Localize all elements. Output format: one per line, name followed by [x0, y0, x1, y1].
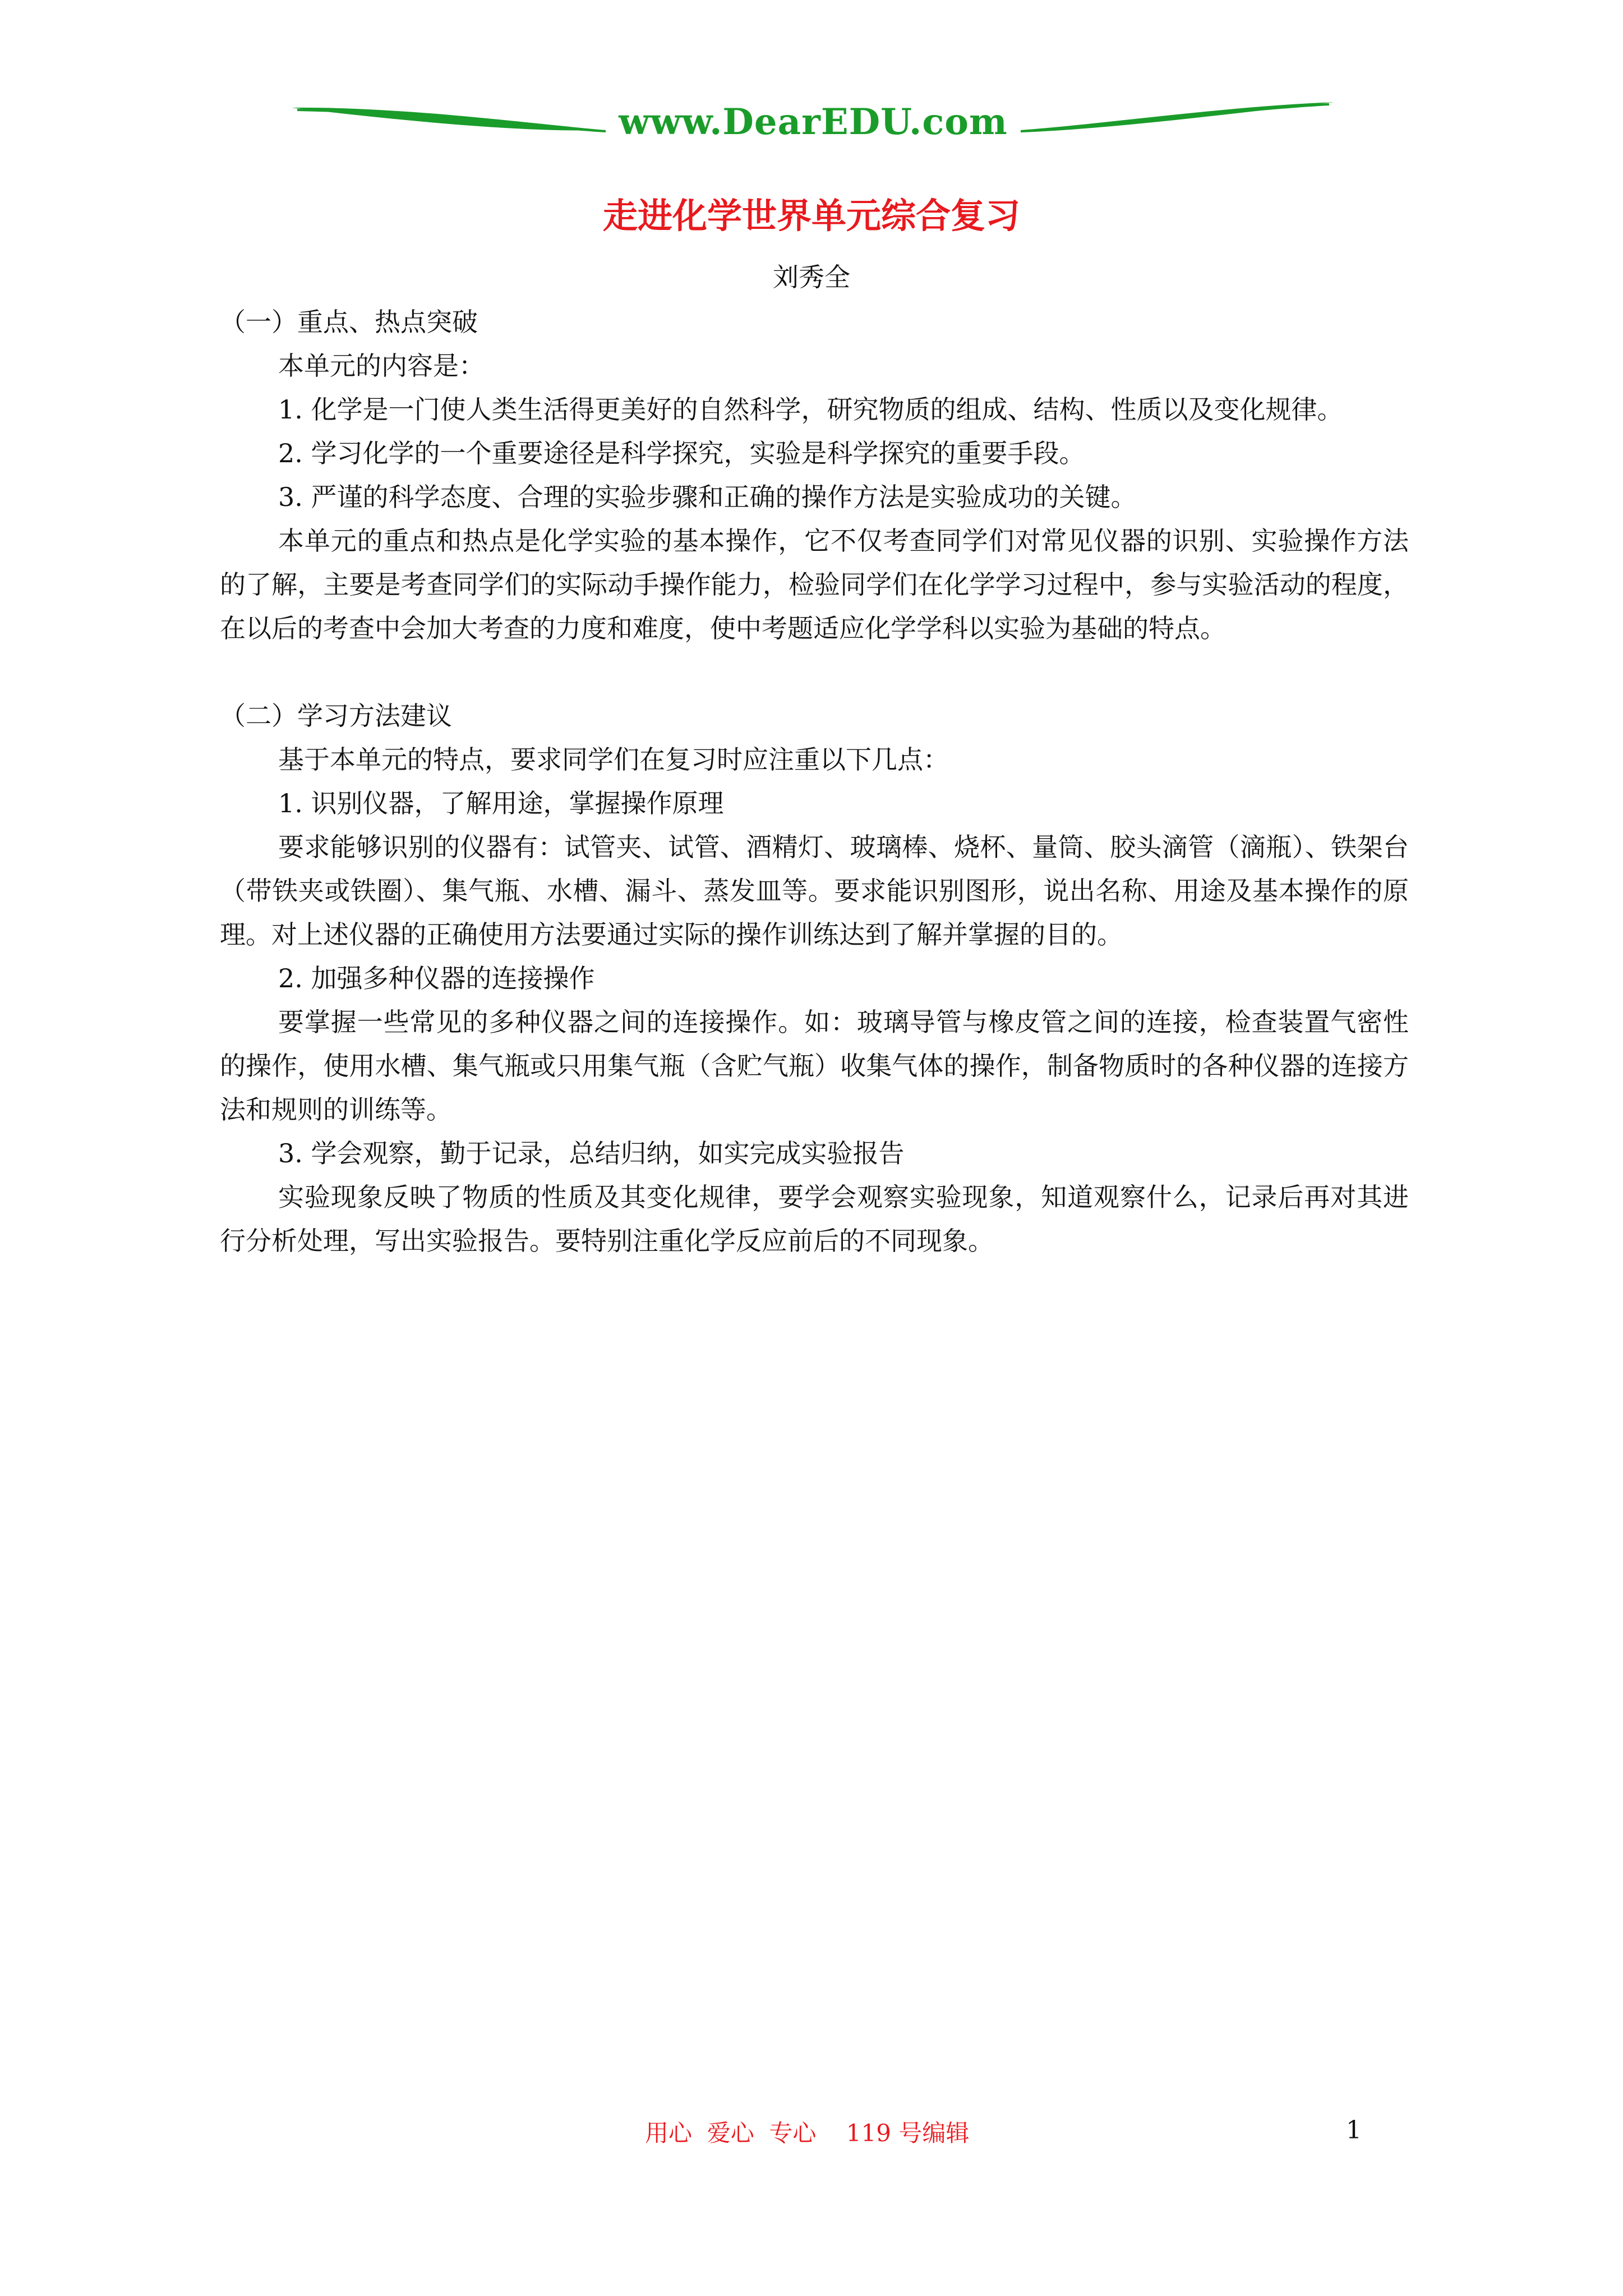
section-heading: （二）学习方法建议	[220, 701, 452, 731]
paragraph: 实验现象反映了物质的性质及其变化规律，要学会观察实验现象，知道观察什么，记录后再对其进行分析处理，写出实验报告。要特别注重化学反应前后的不同现象。	[220, 1182, 1409, 1256]
paragraph: 本单元的重点和热点是化学实验的基本操作，它不仅考查同学们对常见仪器的识别、实验操作方法的了解，主要是考查同学们的实际动手操作能力，检验同学们在化学学习过程中，参与实验活动的程度，在以后的考查中会加大考查的力度和难度，使中考题适应化学学科以实验为基础的特点。	[220, 526, 1409, 643]
paragraph: 要掌握一些常见的多种仪器之间的连接操作。如：玻璃导管与橡皮管之间的连接，检查装置气密性的操作，使用水槽、集气瓶或只用集气瓶（含贮气瓶）收集气体的操作，制备物质时的各种仪器的连接方法和规则的训练等。	[220, 1007, 1409, 1125]
page-footer: 用心 爱心 专心 119 号编辑	[645, 2119, 970, 2147]
paragraph: 本单元的内容是：	[278, 351, 485, 381]
paragraph: 基于本单元的特点，要求同学们在复习时应注重以下几点：	[278, 744, 949, 775]
logo-text: www.DearEDU.com	[619, 101, 1008, 143]
paragraph: 要求能够识别的仪器有：试管夹、试管、酒精灯、玻璃棒、烧杯、量筒、胶头滴管（滴瓶）、铁架台（带铁夹或铁圈）、集气瓶、水槽、漏斗、蒸发皿等。要求能识别图形，说出名称、用途及基本操作的原理。对上述仪器的正确使用方法要通过实际的操作训练达到了解并掌握的目的。	[220, 832, 1409, 950]
document-title: 走进化学世界单元综合复习	[602, 195, 1020, 236]
list-item: 3. 学会观察，勤于记录，总结归纳，如实完成实验报告	[278, 1138, 905, 1168]
site-logo	[292, 90, 1335, 151]
document-author: 刘秀全	[773, 262, 850, 292]
page-number: 1	[1346, 2116, 1362, 2145]
list-item: 3. 严谨的科学态度、合理的实验步骤和正确的操作方法是实验成功的关键。	[278, 482, 1137, 512]
list-item: 1. 识别仪器，了解用途，掌握操作原理	[278, 788, 724, 818]
list-item: 2. 学习化学的一个重要途径是科学探究，实验是科学探究的重要手段。	[278, 438, 1085, 468]
section-spacer	[220, 650, 1409, 694]
section-heading: （一）重点、热点突破	[220, 307, 478, 337]
document-body	[220, 300, 1409, 1263]
list-item: 2. 加强多种仪器的连接操作	[278, 963, 595, 993]
list-item: 1. 化学是一门使人类生活得更美好的自然科学，研究物质的组成、结构、性质以及变化规律。	[278, 394, 1343, 425]
